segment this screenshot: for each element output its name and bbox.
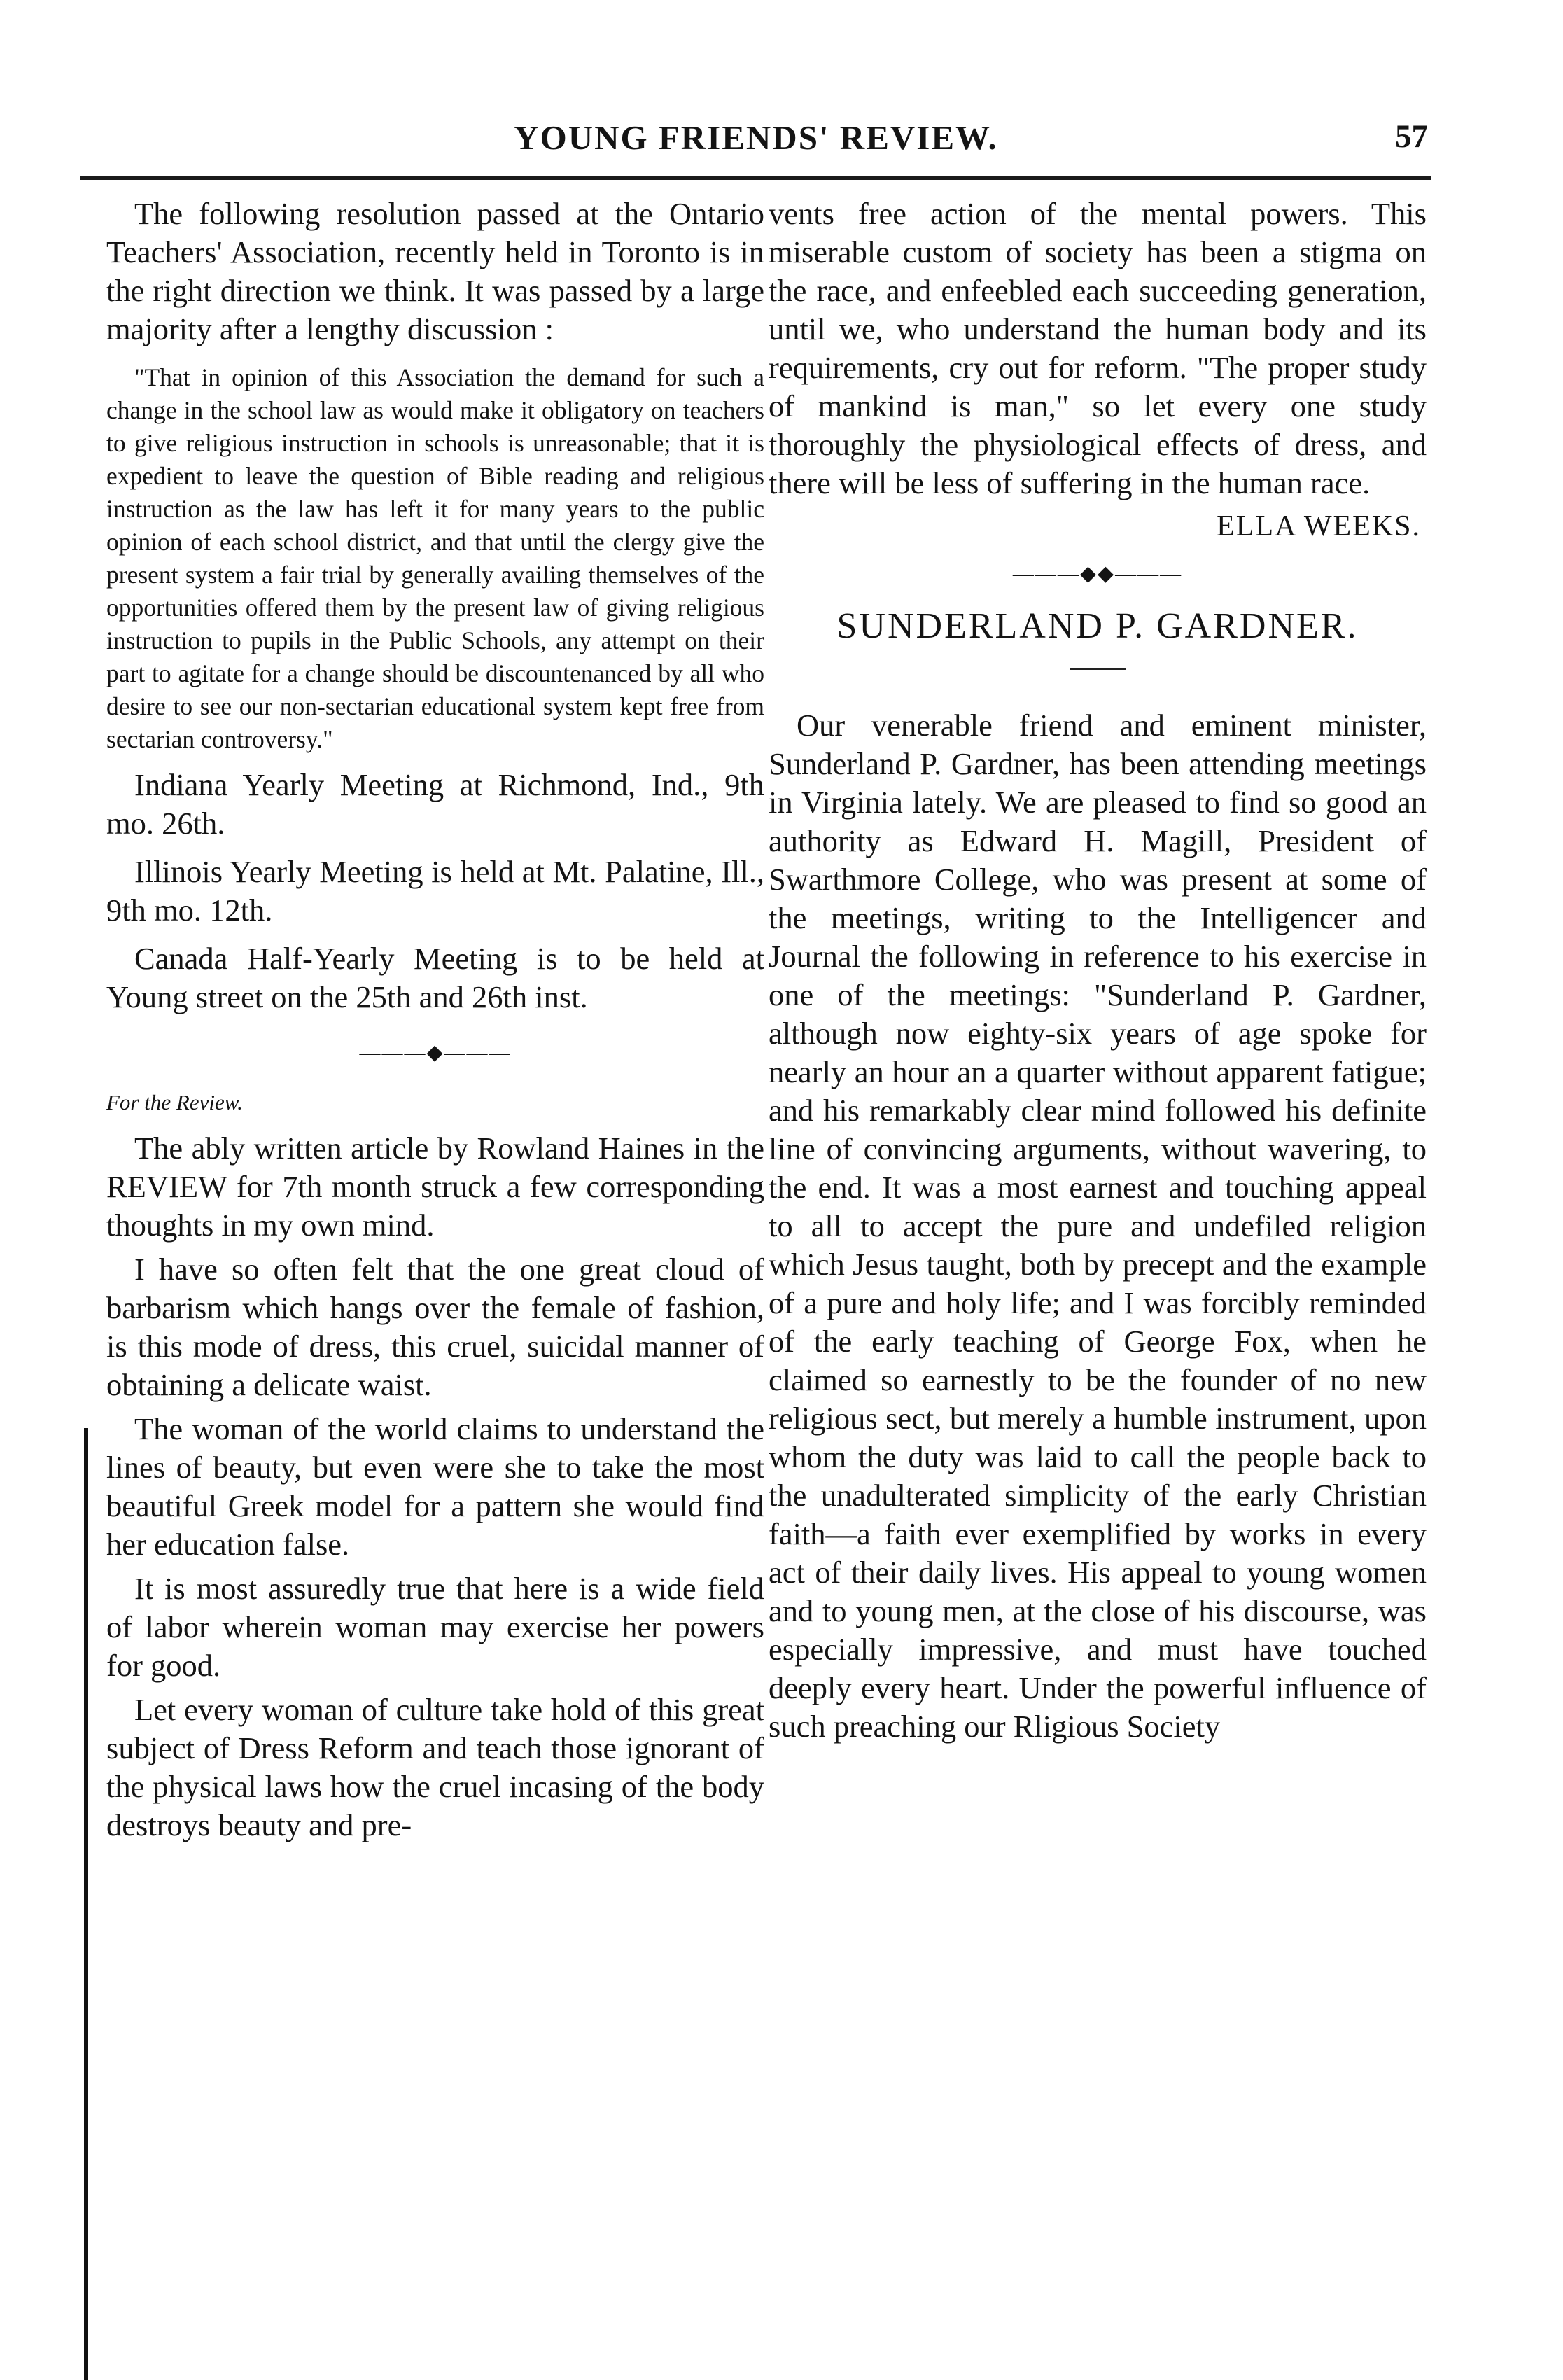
notice-indiana: Indiana Yearly Meeting at Richmond, Ind., 9th mo. 26th.	[106, 767, 764, 841]
page-header	[84, 118, 1428, 174]
resolution-intro: The following resolution passed at the Ontario Teachers' Association, recently held in Toronto is in the right direction we think. It was passed by a large majority after a lengthy discussion :	[106, 196, 764, 346]
notice-illinois: Illinois Yearly Meeting is held at Mt. Palatine, Ill., 9th mo. 12th.	[106, 854, 764, 927]
article-heading: SUNDERLAND P. GARDNER.	[836, 606, 1359, 646]
heading-rule	[1070, 668, 1126, 670]
gardner-article: Our venerable friend and eminent minister, Sunderland P. Gardner, has been attending meetings in Virginia lately. We are pleased to find so good an authority as Edward H. Magill, President of Swarthmore College, who was present at some of the meetings, writing to the Intelligencer and Journal the following in reference to his exercise in one of the meetings: "Sunderland P. Gardner, although now eighty-six years of age spoke for nearly an hour an a quarter without apparent fatigue; and his remarkably clear mind followed his definite line of convincing arguments, without wavering, to the end. It was a most earnest and touching appeal to all to accept the pure and undefiled religion which Jesus taught, both by precept and the example of a pure and holy life; and I was forcibly reminded of the early teaching of George Fox, when he claimed so earnestly to be the founder of no new religious sect, but merely a humble instrument, upon whom the duty was laid to call the people back to the unadulterated simplicity of the early Christian faith—a faith ever exemplified by works in every act of their daily lives. His appeal to young women and to young men, at the close of his discourse, was especially impressive, and must have touched deeply every heart. Under the powerful influence of such preaching our Rligious Society	[769, 708, 1427, 1744]
left-column	[106, 195, 764, 1844]
article-source: For the Review.	[106, 1090, 243, 1114]
section-separator: ———◆———	[359, 1041, 512, 1064]
article-paragraph: The ably written article by Rowland Haines in the REVIEW for 7th month struck a few corresponding thoughts in my own mind.	[106, 1130, 764, 1242]
running-title: YOUNG FRIENDS' REVIEW.	[514, 118, 998, 157]
resolution-quote: "That in opinion of this Association the demand for such a change in the school law as would make it obligatory on teachers to give religious instruction in schools is unreasonable; that it is expedient to leave the question of Bible reading and religious instruction as the law has left it for many years to the public opinion of each school district, and that until the clergy give the present system a fair trial by generally availing themselves of the opportunities offered them by the present law of giving religious instruction to pupils in the Public Schools, any attempt on their part to agitate for a change should be discountenanced by all who desire to see our non-sectarian educational system kept free from sectarian controversy."	[106, 363, 764, 753]
right-column	[769, 195, 1427, 1746]
article-paragraph: I have so often felt that the one great cloud of barbarism which hangs over the female of fashion, is this mode of dress, this cruel, suicidal manner of obtaining a delicate waist.	[106, 1252, 764, 1402]
margin-line	[84, 1428, 88, 2380]
header-rule	[80, 176, 1431, 180]
article-paragraph: It is most assuredly true that here is a wide field of labor wherein woman may exercise her powers for good.	[106, 1571, 764, 1683]
article-paragraph: The woman of the world claims to understand the lines of beauty, but even were she to take the most beautiful Greek model for a pattern she would find her education false.	[106, 1411, 764, 1562]
page-number: 57	[1395, 118, 1428, 155]
author-signature: ELLA WEEKS.	[1217, 510, 1421, 542]
article-paragraph: Let every woman of culture take hold of this great subject of Dress Reform and teach those ignorant of the physical laws how the cruel incasing of the body destroys beauty and pre-	[106, 1692, 764, 1842]
section-separator: ———◆◆———	[1012, 562, 1183, 585]
article-continuation: vents free action of the mental powers. This miserable custom of society has been a stigma on the race, and enfeebled each succeeding generation, until we, who understand the human body and its requirements, cry out for reform. "The proper study of mankind is man," so let every one study thoroughly the physiological effects of dress, and there will be less of suffering in the human race.	[769, 196, 1427, 500]
notice-canada: Canada Half-Yearly Meeting is to be held at Young street on the 25th and 26th inst.	[106, 941, 764, 1014]
